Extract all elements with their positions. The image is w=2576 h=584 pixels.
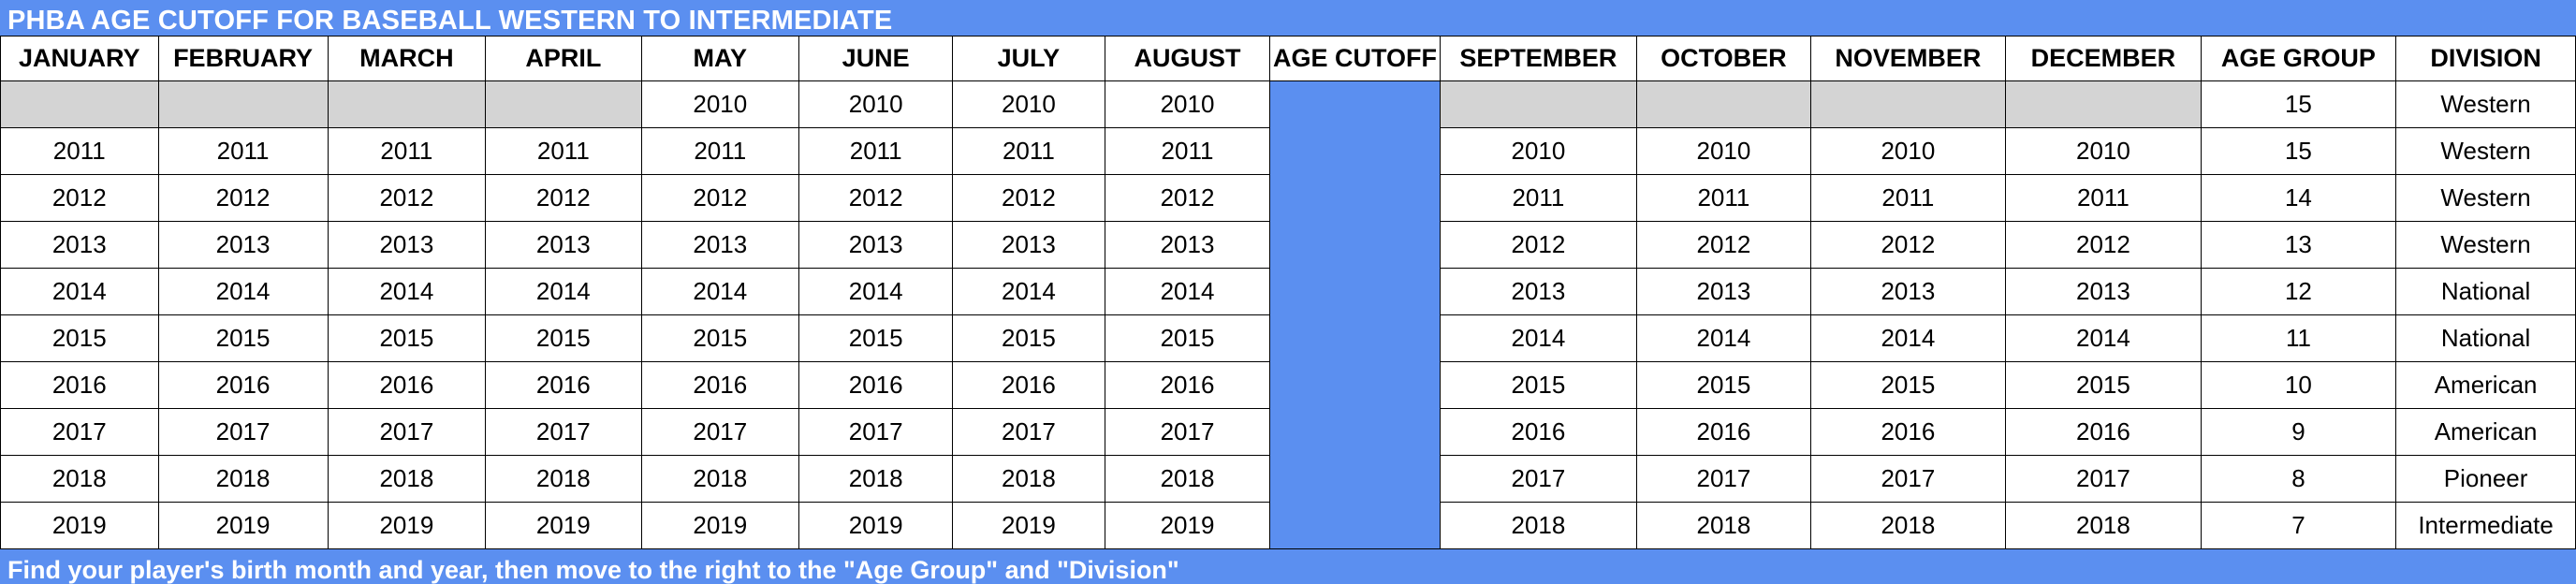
- cell-march: [328, 80, 486, 127]
- cell-november: 2014: [1810, 314, 2006, 361]
- cell-november: 2016: [1810, 408, 2006, 455]
- cell-september: 2014: [1440, 314, 1637, 361]
- cell-january: 2019: [1, 502, 159, 548]
- column-header-december: DECEMBER: [2006, 36, 2202, 80]
- cell-july: 2014: [953, 268, 1105, 314]
- cell-april: 2018: [486, 455, 641, 502]
- cell-february: 2011: [158, 127, 328, 174]
- cell-september: 2018: [1440, 502, 1637, 548]
- cell-august: 2019: [1105, 502, 1270, 548]
- cell-december: 2018: [2006, 502, 2202, 548]
- cell-august: 2013: [1105, 221, 1270, 268]
- cell-june: 2015: [799, 314, 953, 361]
- cell-august: 2011: [1105, 127, 1270, 174]
- cell-age-group: 13: [2201, 221, 2396, 268]
- column-header-may: MAY: [641, 36, 799, 80]
- cell-age-group: 11: [2201, 314, 2396, 361]
- cell-march: 2013: [328, 221, 486, 268]
- cell-december: 2010: [2006, 127, 2202, 174]
- column-header-august: AUGUST: [1105, 36, 1270, 80]
- cell-june: 2012: [799, 174, 953, 221]
- cell-october: 2012: [1637, 221, 1810, 268]
- cell-age-group: 14: [2201, 174, 2396, 221]
- cell-september: 2011: [1440, 174, 1637, 221]
- instructions-banner: Find your player's birth month and year, then move to the right to the "Age Group" and "Division": [0, 549, 2576, 584]
- cell-may: 2012: [641, 174, 799, 221]
- cell-june: 2014: [799, 268, 953, 314]
- cell-february: 2015: [158, 314, 328, 361]
- cell-june: 2013: [799, 221, 953, 268]
- cell-august: 2017: [1105, 408, 1270, 455]
- cell-october: 2010: [1637, 127, 1810, 174]
- cell-april: 2017: [486, 408, 641, 455]
- cell-division: National: [2396, 268, 2576, 314]
- table-header-row: [1, 36, 2576, 80]
- cell-october: 2016: [1637, 408, 1810, 455]
- cell-july: 2010: [953, 80, 1105, 127]
- cell-september: 2010: [1440, 127, 1637, 174]
- cell-january: 2015: [1, 314, 159, 361]
- cell-august: 2014: [1105, 268, 1270, 314]
- cell-november: 2013: [1810, 268, 2006, 314]
- cell-april: 2012: [486, 174, 641, 221]
- cell-age-group: 15: [2201, 80, 2396, 127]
- cell-december: 2017: [2006, 455, 2202, 502]
- cell-february: 2018: [158, 455, 328, 502]
- cell-april: 2015: [486, 314, 641, 361]
- cell-april: 2019: [486, 502, 641, 548]
- cell-july: 2013: [953, 221, 1105, 268]
- cell-january: 2016: [1, 361, 159, 408]
- cell-division: Western: [2396, 127, 2576, 174]
- cell-september: 2016: [1440, 408, 1637, 455]
- column-header-june: JUNE: [799, 36, 953, 80]
- cell-age-group: 10: [2201, 361, 2396, 408]
- cell-march: 2011: [328, 127, 486, 174]
- cell-division: American: [2396, 408, 2576, 455]
- cell-january: 2018: [1, 455, 159, 502]
- cell-may: 2013: [641, 221, 799, 268]
- cell-august: 2015: [1105, 314, 1270, 361]
- column-header-october: OCTOBER: [1637, 36, 1810, 80]
- cell-november: 2010: [1810, 127, 2006, 174]
- cell-may: 2016: [641, 361, 799, 408]
- cell-march: 2014: [328, 268, 486, 314]
- page-title: PHBA AGE CUTOFF FOR BASEBALL WESTERN TO INTERMEDIATE: [0, 0, 2576, 36]
- cell-division: Western: [2396, 174, 2576, 221]
- column-header-july: JULY: [953, 36, 1105, 80]
- cell-july: 2012: [953, 174, 1105, 221]
- cell-december: 2014: [2006, 314, 2202, 361]
- cell-age-group: 8: [2201, 455, 2396, 502]
- cell-division: Western: [2396, 221, 2576, 268]
- column-header-age-group: AGE GROUP: [2201, 36, 2396, 80]
- cell-july: 2017: [953, 408, 1105, 455]
- cell-may: 2019: [641, 502, 799, 548]
- cell-age-group: 12: [2201, 268, 2396, 314]
- cell-november: 2017: [1810, 455, 2006, 502]
- cell-july: 2019: [953, 502, 1105, 548]
- column-header-september: SEPTEMBER: [1440, 36, 1637, 80]
- cell-may: 2014: [641, 268, 799, 314]
- cell-march: 2016: [328, 361, 486, 408]
- column-header-april: APRIL: [486, 36, 641, 80]
- cell-january: 2017: [1, 408, 159, 455]
- column-header-march: MARCH: [328, 36, 486, 80]
- cell-august: 2016: [1105, 361, 1270, 408]
- cell-june: 2017: [799, 408, 953, 455]
- cell-december: 2013: [2006, 268, 2202, 314]
- cell-april: 2014: [486, 268, 641, 314]
- cell-january: 2013: [1, 221, 159, 268]
- cell-march: 2018: [328, 455, 486, 502]
- cell-august: 2012: [1105, 174, 1270, 221]
- cell-august: 2018: [1105, 455, 1270, 502]
- cell-february: 2019: [158, 502, 328, 548]
- cell-division: National: [2396, 314, 2576, 361]
- cell-june: 2010: [799, 80, 953, 127]
- cell-july: 2018: [953, 455, 1105, 502]
- cell-august: 2010: [1105, 80, 1270, 127]
- cell-january: 2014: [1, 268, 159, 314]
- cell-april: 2013: [486, 221, 641, 268]
- cell-november: 2015: [1810, 361, 2006, 408]
- cell-may: 2017: [641, 408, 799, 455]
- cell-december: 2011: [2006, 174, 2202, 221]
- cell-age-group: 9: [2201, 408, 2396, 455]
- cell-october: [1637, 80, 1810, 127]
- cell-february: 2016: [158, 361, 328, 408]
- cell-june: 2016: [799, 361, 953, 408]
- cell-october: 2013: [1637, 268, 1810, 314]
- column-header-age-cutoff: AGE CUTOFF: [1270, 36, 1440, 80]
- cell-may: 2015: [641, 314, 799, 361]
- column-header-february: FEBRUARY: [158, 36, 328, 80]
- cell-march: 2015: [328, 314, 486, 361]
- cell-december: 2015: [2006, 361, 2202, 408]
- cell-october: 2018: [1637, 502, 1810, 548]
- cell-october: 2015: [1637, 361, 1810, 408]
- cell-october: 2011: [1637, 174, 1810, 221]
- cell-february: 2012: [158, 174, 328, 221]
- column-header-november: NOVEMBER: [1810, 36, 2006, 80]
- cell-march: 2019: [328, 502, 486, 548]
- cell-division: Intermediate: [2396, 502, 2576, 548]
- cell-september: 2015: [1440, 361, 1637, 408]
- cell-june: 2019: [799, 502, 953, 548]
- cell-may: 2010: [641, 80, 799, 127]
- cell-division: American: [2396, 361, 2576, 408]
- age-cutoff-table: [0, 36, 2576, 549]
- cell-november: 2011: [1810, 174, 2006, 221]
- column-header-january: JANUARY: [1, 36, 159, 80]
- cell-july: 2011: [953, 127, 1105, 174]
- cell-january: 2012: [1, 174, 159, 221]
- cell-may: 2011: [641, 127, 799, 174]
- cell-april: 2011: [486, 127, 641, 174]
- cell-february: 2013: [158, 221, 328, 268]
- cell-september: 2017: [1440, 455, 1637, 502]
- cell-february: 2017: [158, 408, 328, 455]
- cell-november: 2018: [1810, 502, 2006, 548]
- cell-division: Western: [2396, 80, 2576, 127]
- cell-october: 2014: [1637, 314, 1810, 361]
- column-header-division: DIVISION: [2396, 36, 2576, 80]
- cell-february: [158, 80, 328, 127]
- cell-november: [1810, 80, 2006, 127]
- cell-march: 2012: [328, 174, 486, 221]
- cell-april: 2016: [486, 361, 641, 408]
- cell-february: 2014: [158, 268, 328, 314]
- cell-december: [2006, 80, 2202, 127]
- cell-january: 2011: [1, 127, 159, 174]
- cell-division: Pioneer: [2396, 455, 2576, 502]
- table-row: [1, 80, 2576, 127]
- cell-age-group: 7: [2201, 502, 2396, 548]
- cell-july: 2015: [953, 314, 1105, 361]
- cell-age-group: 15: [2201, 127, 2396, 174]
- cell-january: [1, 80, 159, 127]
- cell-march: 2017: [328, 408, 486, 455]
- age-cutoff-band: [1270, 80, 1440, 548]
- cell-december: 2012: [2006, 221, 2202, 268]
- cell-september: 2012: [1440, 221, 1637, 268]
- cell-october: 2017: [1637, 455, 1810, 502]
- cell-december: 2016: [2006, 408, 2202, 455]
- cell-june: 2011: [799, 127, 953, 174]
- cell-april: [486, 80, 641, 127]
- cell-may: 2018: [641, 455, 799, 502]
- cell-september: [1440, 80, 1637, 127]
- cell-june: 2018: [799, 455, 953, 502]
- cell-september: 2013: [1440, 268, 1637, 314]
- cell-november: 2012: [1810, 221, 2006, 268]
- cell-july: 2016: [953, 361, 1105, 408]
